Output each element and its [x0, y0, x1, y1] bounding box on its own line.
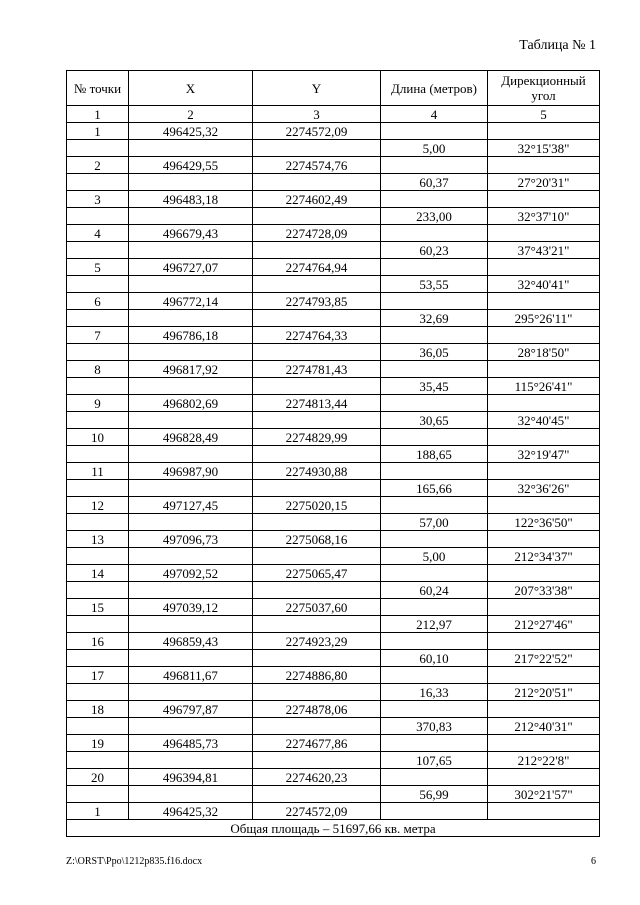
point-x: 496425,32: [129, 123, 253, 140]
empty-cell: [253, 446, 381, 463]
point-x: 496828,49: [129, 429, 253, 446]
point-row: [67, 157, 600, 174]
empty-cell: [253, 786, 381, 803]
empty-cell: [129, 276, 253, 293]
segment-length: 35,45: [381, 378, 488, 395]
segment-angle: 212°22'8": [488, 752, 600, 769]
empty-cell: [253, 548, 381, 565]
empty-cell: [488, 225, 600, 242]
empty-cell: [488, 429, 600, 446]
segment-angle: 27°20'31": [488, 174, 600, 191]
empty-cell: [253, 344, 381, 361]
point-row: [67, 463, 600, 480]
segment-angle: 32°15'38": [488, 140, 600, 157]
empty-cell: [488, 463, 600, 480]
empty-cell: [129, 140, 253, 157]
empty-cell: [67, 412, 129, 429]
point-row: [67, 191, 600, 208]
empty-cell: [129, 208, 253, 225]
empty-cell: [129, 616, 253, 633]
point-x: 496987,90: [129, 463, 253, 480]
point-y: 2274677,86: [253, 735, 381, 752]
segment-length: 60,23: [381, 242, 488, 259]
point-y: 2275037,60: [253, 599, 381, 616]
point-x: 497039,12: [129, 599, 253, 616]
segment-length: 32,69: [381, 310, 488, 327]
segment-length: 212,97: [381, 616, 488, 633]
empty-cell: [381, 633, 488, 650]
empty-cell: [381, 565, 488, 582]
empty-cell: [67, 344, 129, 361]
point-y: 2275068,16: [253, 531, 381, 548]
point-number: 9: [67, 395, 129, 412]
empty-cell: [129, 786, 253, 803]
empty-cell: [381, 701, 488, 718]
point-number: 15: [67, 599, 129, 616]
segment-length: 16,33: [381, 684, 488, 701]
point-row: [67, 769, 600, 786]
point-y: 2274878,06: [253, 701, 381, 718]
segment-length: 36,05: [381, 344, 488, 361]
segment-length: 57,00: [381, 514, 488, 531]
column-number: 2: [129, 106, 253, 123]
empty-cell: [67, 718, 129, 735]
empty-cell: [67, 786, 129, 803]
segment-angle: 212°34'37": [488, 548, 600, 565]
empty-cell: [253, 174, 381, 191]
empty-cell: [488, 191, 600, 208]
empty-cell: [381, 735, 488, 752]
empty-cell: [253, 208, 381, 225]
empty-cell: [253, 276, 381, 293]
page-number: 6: [591, 856, 596, 867]
point-number: 20: [67, 769, 129, 786]
coordinates-table: [66, 70, 600, 837]
empty-cell: [253, 412, 381, 429]
empty-cell: [253, 378, 381, 395]
point-x: 496727,07: [129, 259, 253, 276]
empty-cell: [129, 684, 253, 701]
point-row: [67, 667, 600, 684]
empty-cell: [67, 548, 129, 565]
segment-row: [67, 378, 600, 395]
total-area: Общая площадь – 51697,66 кв. метра: [67, 820, 600, 837]
empty-cell: [253, 582, 381, 599]
header-y: Y: [253, 71, 381, 106]
segment-row: [67, 276, 600, 293]
empty-cell: [129, 174, 253, 191]
point-x: 496394,81: [129, 769, 253, 786]
segment-row: [67, 514, 600, 531]
point-number: 13: [67, 531, 129, 548]
segment-length: 53,55: [381, 276, 488, 293]
total-area-row: [67, 820, 600, 837]
empty-cell: [67, 514, 129, 531]
empty-cell: [67, 650, 129, 667]
segment-row: [67, 616, 600, 633]
point-x: 496425,32: [129, 803, 253, 820]
segment-angle: 302°21'57": [488, 786, 600, 803]
segment-row: [67, 174, 600, 191]
point-row: [67, 531, 600, 548]
empty-cell: [381, 327, 488, 344]
segment-length: 165,66: [381, 480, 488, 497]
empty-cell: [381, 667, 488, 684]
empty-cell: [488, 565, 600, 582]
empty-cell: [488, 157, 600, 174]
point-y: 2274930,88: [253, 463, 381, 480]
segment-length: 56,99: [381, 786, 488, 803]
empty-cell: [488, 395, 600, 412]
empty-cell: [381, 157, 488, 174]
empty-cell: [381, 497, 488, 514]
point-x: 496859,43: [129, 633, 253, 650]
segment-length: 60,37: [381, 174, 488, 191]
empty-cell: [488, 667, 600, 684]
point-y: 2274764,33: [253, 327, 381, 344]
table-caption: Таблица № 1: [519, 38, 596, 53]
segment-angle: 115°26'41": [488, 378, 600, 395]
segment-row: [67, 344, 600, 361]
segment-row: [67, 650, 600, 667]
point-number: 19: [67, 735, 129, 752]
segment-angle: 295°26'11": [488, 310, 600, 327]
segment-row: [67, 684, 600, 701]
point-y: 2274886,80: [253, 667, 381, 684]
point-number: 14: [67, 565, 129, 582]
empty-cell: [488, 769, 600, 786]
point-x: 496797,87: [129, 701, 253, 718]
segment-row: [67, 786, 600, 803]
empty-cell: [253, 242, 381, 259]
segment-row: [67, 446, 600, 463]
empty-cell: [67, 480, 129, 497]
empty-cell: [381, 191, 488, 208]
segment-row: [67, 582, 600, 599]
point-y: 2274829,99: [253, 429, 381, 446]
segment-angle: 32°36'26": [488, 480, 600, 497]
empty-cell: [67, 684, 129, 701]
point-row: [67, 327, 600, 344]
point-x: 496429,55: [129, 157, 253, 174]
header-point: № точки: [67, 71, 129, 106]
empty-cell: [488, 803, 600, 820]
point-x: 496483,18: [129, 191, 253, 208]
empty-cell: [381, 599, 488, 616]
column-number: 4: [381, 106, 488, 123]
point-number: 1: [67, 123, 129, 140]
segment-angle: 37°43'21": [488, 242, 600, 259]
point-x: 496679,43: [129, 225, 253, 242]
point-number: 7: [67, 327, 129, 344]
empty-cell: [488, 259, 600, 276]
point-row: [67, 803, 600, 820]
point-y: 2274764,94: [253, 259, 381, 276]
point-y: 2275020,15: [253, 497, 381, 514]
empty-cell: [67, 616, 129, 633]
empty-cell: [488, 327, 600, 344]
empty-cell: [253, 480, 381, 497]
point-y: 2274572,09: [253, 123, 381, 140]
point-x: 496485,73: [129, 735, 253, 752]
empty-cell: [67, 582, 129, 599]
empty-cell: [253, 140, 381, 157]
empty-cell: [67, 378, 129, 395]
segment-length: 5,00: [381, 548, 488, 565]
segment-angle: 212°27'46": [488, 616, 600, 633]
empty-cell: [253, 514, 381, 531]
empty-cell: [381, 429, 488, 446]
segment-length: 107,65: [381, 752, 488, 769]
empty-cell: [129, 582, 253, 599]
point-number: 2: [67, 157, 129, 174]
empty-cell: [381, 123, 488, 140]
empty-cell: [381, 395, 488, 412]
segment-length: 5,00: [381, 140, 488, 157]
empty-cell: [129, 480, 253, 497]
empty-cell: [488, 531, 600, 548]
segment-angle: 207°33'38": [488, 582, 600, 599]
point-number: 1: [67, 803, 129, 820]
point-y: 2274813,44: [253, 395, 381, 412]
empty-cell: [129, 378, 253, 395]
empty-cell: [381, 259, 488, 276]
point-x: 496811,67: [129, 667, 253, 684]
point-y: 2274793,85: [253, 293, 381, 310]
segment-length: 233,00: [381, 208, 488, 225]
empty-cell: [129, 446, 253, 463]
segment-angle: 28°18'50": [488, 344, 600, 361]
point-y: 2274602,49: [253, 191, 381, 208]
segment-row: [67, 242, 600, 259]
empty-cell: [381, 531, 488, 548]
point-y: 2275065,47: [253, 565, 381, 582]
segment-length: 370,83: [381, 718, 488, 735]
empty-cell: [129, 412, 253, 429]
point-row: [67, 633, 600, 650]
empty-cell: [381, 769, 488, 786]
empty-cell: [67, 446, 129, 463]
segment-length: 60,10: [381, 650, 488, 667]
empty-cell: [253, 684, 381, 701]
empty-cell: [129, 650, 253, 667]
empty-cell: [488, 497, 600, 514]
point-x: 496786,18: [129, 327, 253, 344]
footer-file-path: Z:\ORST\Ppo\1212p835.f16.docx: [66, 856, 203, 867]
point-row: [67, 429, 600, 446]
empty-cell: [488, 735, 600, 752]
empty-cell: [253, 718, 381, 735]
empty-cell: [129, 344, 253, 361]
point-row: [67, 735, 600, 752]
point-y: 2274781,43: [253, 361, 381, 378]
segment-angle: 32°40'45": [488, 412, 600, 429]
point-x: 497127,45: [129, 497, 253, 514]
point-y: 2274620,23: [253, 769, 381, 786]
column-number: 5: [488, 106, 600, 123]
empty-cell: [67, 310, 129, 327]
segment-row: [67, 480, 600, 497]
point-number: 6: [67, 293, 129, 310]
segment-row: [67, 140, 600, 157]
empty-cell: [129, 718, 253, 735]
empty-cell: [381, 361, 488, 378]
empty-cell: [129, 548, 253, 565]
point-number: 12: [67, 497, 129, 514]
empty-cell: [67, 752, 129, 769]
empty-cell: [67, 276, 129, 293]
empty-cell: [253, 650, 381, 667]
point-x: 496772,14: [129, 293, 253, 310]
empty-cell: [129, 310, 253, 327]
segment-row: [67, 752, 600, 769]
segment-angle: 217°22'52": [488, 650, 600, 667]
header-angle: Дирекционный угол: [488, 71, 600, 106]
header-row: [67, 71, 600, 106]
column-number-row: [67, 106, 600, 123]
point-number: 16: [67, 633, 129, 650]
segment-angle: 32°40'41": [488, 276, 600, 293]
point-number: 8: [67, 361, 129, 378]
point-row: [67, 293, 600, 310]
point-number: 3: [67, 191, 129, 208]
point-y: 2274728,09: [253, 225, 381, 242]
empty-cell: [129, 242, 253, 259]
empty-cell: [253, 752, 381, 769]
point-x: 497096,73: [129, 531, 253, 548]
empty-cell: [129, 752, 253, 769]
segment-angle: 32°37'10": [488, 208, 600, 225]
segment-row: [67, 548, 600, 565]
point-number: 17: [67, 667, 129, 684]
empty-cell: [381, 803, 488, 820]
point-row: [67, 497, 600, 514]
point-number: 5: [67, 259, 129, 276]
empty-cell: [67, 174, 129, 191]
empty-cell: [253, 310, 381, 327]
point-row: [67, 123, 600, 140]
segment-length: 60,24: [381, 582, 488, 599]
segment-angle: 122°36'50": [488, 514, 600, 531]
point-x: 496802,69: [129, 395, 253, 412]
point-number: 11: [67, 463, 129, 480]
point-row: [67, 599, 600, 616]
point-y: 2274923,29: [253, 633, 381, 650]
segment-angle: 212°20'51": [488, 684, 600, 701]
column-number: 3: [253, 106, 381, 123]
empty-cell: [488, 361, 600, 378]
point-number: 18: [67, 701, 129, 718]
empty-cell: [381, 293, 488, 310]
empty-cell: [253, 616, 381, 633]
point-row: [67, 395, 600, 412]
point-y: 2274572,09: [253, 803, 381, 820]
empty-cell: [381, 463, 488, 480]
point-row: [67, 225, 600, 242]
segment-angle: 212°40'31": [488, 718, 600, 735]
empty-cell: [381, 225, 488, 242]
point-row: [67, 565, 600, 582]
empty-cell: [129, 514, 253, 531]
empty-cell: [488, 293, 600, 310]
header-length: Длина (метров): [381, 71, 488, 106]
column-number: 1: [67, 106, 129, 123]
empty-cell: [67, 208, 129, 225]
point-x: 496817,92: [129, 361, 253, 378]
segment-length: 188,65: [381, 446, 488, 463]
point-number: 10: [67, 429, 129, 446]
segment-length: 30,65: [381, 412, 488, 429]
empty-cell: [488, 701, 600, 718]
point-row: [67, 259, 600, 276]
point-number: 4: [67, 225, 129, 242]
header-x: X: [129, 71, 253, 106]
empty-cell: [488, 633, 600, 650]
segment-row: [67, 412, 600, 429]
empty-cell: [67, 140, 129, 157]
point-x: 497092,52: [129, 565, 253, 582]
empty-cell: [67, 242, 129, 259]
point-y: 2274574,76: [253, 157, 381, 174]
point-row: [67, 701, 600, 718]
empty-cell: [488, 123, 600, 140]
segment-row: [67, 310, 600, 327]
segment-row: [67, 208, 600, 225]
segment-angle: 32°19'47": [488, 446, 600, 463]
segment-row: [67, 718, 600, 735]
empty-cell: [488, 599, 600, 616]
point-row: [67, 361, 600, 378]
